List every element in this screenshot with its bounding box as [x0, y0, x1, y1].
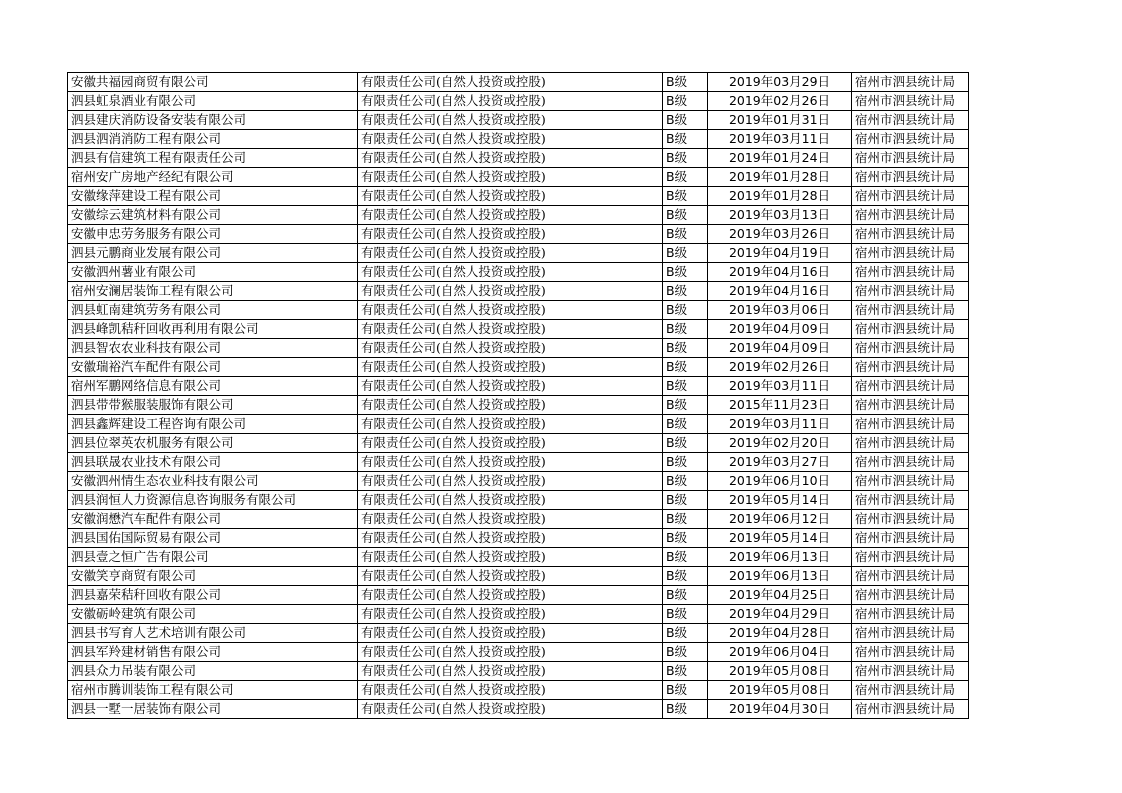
authority-cell: 宿州市泗县统计局 — [852, 377, 969, 396]
authority-cell: 宿州市泗县统计局 — [852, 187, 969, 206]
authority-cell: 宿州市泗县统计局 — [852, 548, 969, 567]
company-type-cell: 有限责任公司(自然人投资或控股) — [358, 111, 663, 130]
company-name-cell: 安徽润懋汽车配件有限公司 — [68, 510, 358, 529]
date-cell: 2019年04月09日 — [708, 339, 852, 358]
grade-cell: B级 — [663, 624, 708, 643]
table-row — [68, 244, 969, 263]
authority-cell: 宿州市泗县统计局 — [852, 415, 969, 434]
table-row — [68, 586, 969, 605]
company-name-cell: 安徽砺岭建筑有限公司 — [68, 605, 358, 624]
grade-cell: B级 — [663, 301, 708, 320]
authority-cell: 宿州市泗县统计局 — [852, 263, 969, 282]
authority-cell: 宿州市泗县统计局 — [852, 320, 969, 339]
grade-cell: B级 — [663, 586, 708, 605]
table-row — [68, 225, 969, 244]
table-row — [68, 92, 969, 111]
grade-cell: B级 — [663, 130, 708, 149]
date-cell: 2019年06月13日 — [708, 548, 852, 567]
table-row — [68, 605, 969, 624]
grade-cell: B级 — [663, 472, 708, 491]
authority-cell: 宿州市泗县统计局 — [852, 130, 969, 149]
date-cell: 2019年03月11日 — [708, 415, 852, 434]
company-type-cell: 有限责任公司(自然人投资或控股) — [358, 548, 663, 567]
company-name-cell: 安徽泗州薯业有限公司 — [68, 263, 358, 282]
company-type-cell: 有限责任公司(自然人投资或控股) — [358, 662, 663, 681]
date-cell: 2019年06月04日 — [708, 643, 852, 662]
enterprise-table — [67, 72, 969, 719]
company-name-cell: 泗县建庆消防设备安装有限公司 — [68, 111, 358, 130]
table-row — [68, 567, 969, 586]
authority-cell: 宿州市泗县统计局 — [852, 396, 969, 415]
grade-cell: B级 — [663, 320, 708, 339]
company-type-cell: 有限责任公司(自然人投资或控股) — [358, 491, 663, 510]
table-row — [68, 529, 969, 548]
grade-cell: B级 — [663, 225, 708, 244]
grade-cell: B级 — [663, 187, 708, 206]
date-cell: 2019年04月16日 — [708, 282, 852, 301]
table-row — [68, 472, 969, 491]
authority-cell: 宿州市泗县统计局 — [852, 301, 969, 320]
company-type-cell: 有限责任公司(自然人投资或控股) — [358, 320, 663, 339]
authority-cell: 宿州市泗县统计局 — [852, 149, 969, 168]
date-cell: 2019年02月20日 — [708, 434, 852, 453]
table-row — [68, 662, 969, 681]
table-row — [68, 168, 969, 187]
company-type-cell: 有限责任公司(自然人投资或控股) — [358, 529, 663, 548]
authority-cell: 宿州市泗县统计局 — [852, 567, 969, 586]
company-type-cell: 有限责任公司(自然人投资或控股) — [358, 605, 663, 624]
table-row — [68, 700, 969, 719]
authority-cell: 宿州市泗县统计局 — [852, 225, 969, 244]
table-row — [68, 453, 969, 472]
company-name-cell: 安徽瑞裕汽车配件有限公司 — [68, 358, 358, 377]
grade-cell: B级 — [663, 73, 708, 92]
company-name-cell: 宿州安广房地产经纪有限公司 — [68, 168, 358, 187]
table-row — [68, 206, 969, 225]
company-type-cell: 有限责任公司(自然人投资或控股) — [358, 624, 663, 643]
date-cell: 2019年01月24日 — [708, 149, 852, 168]
company-name-cell: 泗县壹之恒广告有限公司 — [68, 548, 358, 567]
table-row — [68, 149, 969, 168]
grade-cell: B级 — [663, 168, 708, 187]
date-cell: 2019年06月12日 — [708, 510, 852, 529]
authority-cell: 宿州市泗县统计局 — [852, 339, 969, 358]
company-name-cell: 泗县位翠英农机服务有限公司 — [68, 434, 358, 453]
table-row — [68, 510, 969, 529]
company-type-cell: 有限责任公司(自然人投资或控股) — [358, 282, 663, 301]
company-name-cell: 泗县峰凯秸秆回收再利用有限公司 — [68, 320, 358, 339]
company-type-cell: 有限责任公司(自然人投资或控股) — [358, 301, 663, 320]
authority-cell: 宿州市泗县统计局 — [852, 529, 969, 548]
date-cell: 2019年03月13日 — [708, 206, 852, 225]
company-name-cell: 泗县军羚建材销售有限公司 — [68, 643, 358, 662]
authority-cell: 宿州市泗县统计局 — [852, 244, 969, 263]
table-row — [68, 282, 969, 301]
company-type-cell: 有限责任公司(自然人投资或控股) — [358, 149, 663, 168]
company-type-cell: 有限责任公司(自然人投资或控股) — [358, 643, 663, 662]
grade-cell: B级 — [663, 206, 708, 225]
date-cell: 2019年03月26日 — [708, 225, 852, 244]
company-name-cell: 泗县元鹏商业发展有限公司 — [68, 244, 358, 263]
grade-cell: B级 — [663, 358, 708, 377]
table-row — [68, 73, 969, 92]
table-row — [68, 548, 969, 567]
company-name-cell: 泗县一墅一居装饰有限公司 — [68, 700, 358, 719]
company-type-cell: 有限责任公司(自然人投资或控股) — [358, 263, 663, 282]
grade-cell: B级 — [663, 548, 708, 567]
grade-cell: B级 — [663, 377, 708, 396]
table-row — [68, 339, 969, 358]
grade-cell: B级 — [663, 491, 708, 510]
grade-cell: B级 — [663, 149, 708, 168]
date-cell: 2019年06月13日 — [708, 567, 852, 586]
table-row — [68, 187, 969, 206]
company-name-cell: 安徽申忠劳务服务有限公司 — [68, 225, 358, 244]
grade-cell: B级 — [663, 510, 708, 529]
company-name-cell: 泗县联晟农业技术有限公司 — [68, 453, 358, 472]
date-cell: 2015年11月23日 — [708, 396, 852, 415]
table-row — [68, 320, 969, 339]
table-row — [68, 111, 969, 130]
company-name-cell: 泗县书写育人艺术培训有限公司 — [68, 624, 358, 643]
authority-cell: 宿州市泗县统计局 — [852, 434, 969, 453]
date-cell: 2019年04月09日 — [708, 320, 852, 339]
table-row — [68, 396, 969, 415]
grade-cell: B级 — [663, 415, 708, 434]
table-row — [68, 263, 969, 282]
company-type-cell: 有限责任公司(自然人投资或控股) — [358, 73, 663, 92]
date-cell: 2019年04月25日 — [708, 586, 852, 605]
grade-cell: B级 — [663, 643, 708, 662]
company-type-cell: 有限责任公司(自然人投资或控股) — [358, 415, 663, 434]
authority-cell: 宿州市泗县统计局 — [852, 453, 969, 472]
authority-cell: 宿州市泗县统计局 — [852, 111, 969, 130]
authority-cell: 宿州市泗县统计局 — [852, 358, 969, 377]
company-type-cell: 有限责任公司(自然人投资或控股) — [358, 339, 663, 358]
company-name-cell: 泗县带带猴服装服饰有限公司 — [68, 396, 358, 415]
company-name-cell: 宿州安澜居装饰工程有限公司 — [68, 282, 358, 301]
table-row — [68, 301, 969, 320]
company-type-cell: 有限责任公司(自然人投资或控股) — [358, 434, 663, 453]
company-name-cell: 泗县有信建筑工程有限责任公司 — [68, 149, 358, 168]
company-type-cell: 有限责任公司(自然人投资或控股) — [358, 377, 663, 396]
grade-cell: B级 — [663, 700, 708, 719]
date-cell: 2019年03月11日 — [708, 377, 852, 396]
company-type-cell: 有限责任公司(自然人投资或控股) — [358, 168, 663, 187]
grade-cell: B级 — [663, 567, 708, 586]
date-cell: 2019年05月08日 — [708, 681, 852, 700]
authority-cell: 宿州市泗县统计局 — [852, 643, 969, 662]
authority-cell: 宿州市泗县统计局 — [852, 92, 969, 111]
grade-cell: B级 — [663, 92, 708, 111]
company-type-cell: 有限责任公司(自然人投资或控股) — [358, 567, 663, 586]
company-type-cell: 有限责任公司(自然人投资或控股) — [358, 510, 663, 529]
grade-cell: B级 — [663, 111, 708, 130]
company-type-cell: 有限责任公司(自然人投资或控股) — [358, 187, 663, 206]
company-type-cell: 有限责任公司(自然人投资或控股) — [358, 358, 663, 377]
grade-cell: B级 — [663, 453, 708, 472]
company-type-cell: 有限责任公司(自然人投资或控股) — [358, 206, 663, 225]
company-type-cell: 有限责任公司(自然人投资或控股) — [358, 700, 663, 719]
company-name-cell: 宿州市腾训装饰工程有限公司 — [68, 681, 358, 700]
company-name-cell: 泗县鑫辉建设工程咨询有限公司 — [68, 415, 358, 434]
date-cell: 2019年05月08日 — [708, 662, 852, 681]
date-cell: 2019年01月28日 — [708, 168, 852, 187]
company-type-cell: 有限责任公司(自然人投资或控股) — [358, 244, 663, 263]
authority-cell: 宿州市泗县统计局 — [852, 206, 969, 225]
date-cell: 2019年03月29日 — [708, 73, 852, 92]
company-name-cell: 安徽缘萍建设工程有限公司 — [68, 187, 358, 206]
company-type-cell: 有限责任公司(自然人投资或控股) — [358, 225, 663, 244]
date-cell: 2019年06月10日 — [708, 472, 852, 491]
company-type-cell: 有限责任公司(自然人投资或控股) — [358, 472, 663, 491]
date-cell: 2019年04月29日 — [708, 605, 852, 624]
grade-cell: B级 — [663, 396, 708, 415]
date-cell: 2019年02月26日 — [708, 358, 852, 377]
date-cell: 2019年04月19日 — [708, 244, 852, 263]
date-cell: 2019年05月14日 — [708, 491, 852, 510]
company-name-cell: 泗县国佑国际贸易有限公司 — [68, 529, 358, 548]
company-name-cell: 泗县润恒人力资源信息咨询服务有限公司 — [68, 491, 358, 510]
date-cell: 2019年01月28日 — [708, 187, 852, 206]
authority-cell: 宿州市泗县统计局 — [852, 73, 969, 92]
date-cell: 2019年03月06日 — [708, 301, 852, 320]
company-type-cell: 有限责任公司(自然人投资或控股) — [358, 92, 663, 111]
authority-cell: 宿州市泗县统计局 — [852, 586, 969, 605]
table-row — [68, 130, 969, 149]
company-name-cell: 安徽笑亨商贸有限公司 — [68, 567, 358, 586]
grade-cell: B级 — [663, 662, 708, 681]
date-cell: 2019年03月27日 — [708, 453, 852, 472]
company-name-cell: 泗县众力吊装有限公司 — [68, 662, 358, 681]
company-name-cell: 泗县嘉荣秸秆回收有限公司 — [68, 586, 358, 605]
table-row — [68, 491, 969, 510]
grade-cell: B级 — [663, 434, 708, 453]
grade-cell: B级 — [663, 339, 708, 358]
authority-cell: 宿州市泗县统计局 — [852, 605, 969, 624]
table-row — [68, 681, 969, 700]
table-row — [68, 377, 969, 396]
authority-cell: 宿州市泗县统计局 — [852, 168, 969, 187]
table-row — [68, 624, 969, 643]
company-name-cell: 安徽泗州情生态农业科技有限公司 — [68, 472, 358, 491]
date-cell: 2019年04月28日 — [708, 624, 852, 643]
company-name-cell: 泗县智农农业科技有限公司 — [68, 339, 358, 358]
company-type-cell: 有限责任公司(自然人投资或控股) — [358, 130, 663, 149]
date-cell: 2019年01月31日 — [708, 111, 852, 130]
company-type-cell: 有限责任公司(自然人投资或控股) — [358, 586, 663, 605]
authority-cell: 宿州市泗县统计局 — [852, 681, 969, 700]
grade-cell: B级 — [663, 681, 708, 700]
company-name-cell: 宿州军鹏网络信息有限公司 — [68, 377, 358, 396]
company-type-cell: 有限责任公司(自然人投资或控股) — [358, 453, 663, 472]
company-name-cell: 泗县泗消消防工程有限公司 — [68, 130, 358, 149]
grade-cell: B级 — [663, 282, 708, 301]
authority-cell: 宿州市泗县统计局 — [852, 624, 969, 643]
grade-cell: B级 — [663, 263, 708, 282]
company-name-cell: 泗县虹南建筑劳务有限公司 — [68, 301, 358, 320]
date-cell: 2019年02月26日 — [708, 92, 852, 111]
company-name-cell: 泗县虹泉酒业有限公司 — [68, 92, 358, 111]
date-cell: 2019年05月14日 — [708, 529, 852, 548]
date-cell: 2019年04月16日 — [708, 263, 852, 282]
authority-cell: 宿州市泗县统计局 — [852, 282, 969, 301]
date-cell: 2019年04月30日 — [708, 700, 852, 719]
grade-cell: B级 — [663, 529, 708, 548]
grade-cell: B级 — [663, 244, 708, 263]
company-name-cell: 安徽综云建筑材料有限公司 — [68, 206, 358, 225]
authority-cell: 宿州市泗县统计局 — [852, 700, 969, 719]
authority-cell: 宿州市泗县统计局 — [852, 510, 969, 529]
authority-cell: 宿州市泗县统计局 — [852, 472, 969, 491]
table-body — [68, 73, 969, 719]
company-name-cell: 安徽共福园商贸有限公司 — [68, 73, 358, 92]
company-type-cell: 有限责任公司(自然人投资或控股) — [358, 681, 663, 700]
company-type-cell: 有限责任公司(自然人投资或控股) — [358, 396, 663, 415]
authority-cell: 宿州市泗县统计局 — [852, 662, 969, 681]
date-cell: 2019年03月11日 — [708, 130, 852, 149]
table-row — [68, 415, 969, 434]
table-row — [68, 643, 969, 662]
table-row — [68, 434, 969, 453]
grade-cell: B级 — [663, 605, 708, 624]
table-row — [68, 358, 969, 377]
authority-cell: 宿州市泗县统计局 — [852, 491, 969, 510]
